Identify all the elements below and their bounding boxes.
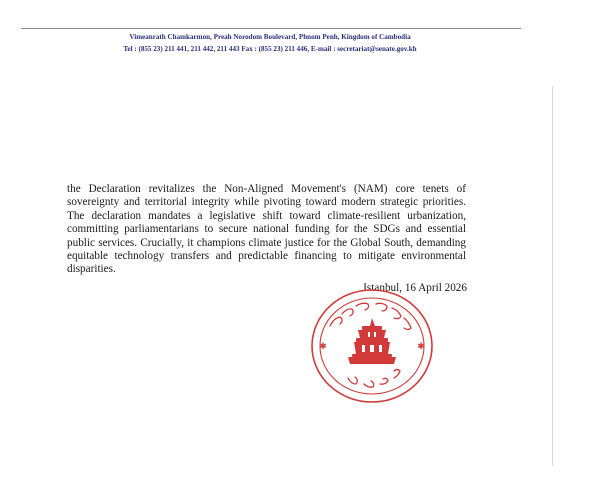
letterhead-address: Vimeanrath Chamkarmon, Preah Norodom Boulevard, Phnom Penh, Kingdom of Cambodia [129, 33, 411, 41]
svg-text:✱: ✱ [319, 342, 327, 352]
header-rule [21, 28, 521, 29]
svg-text:✱: ✱ [417, 342, 425, 352]
body-paragraph: the Declaration revitalizes the Non-Aligned Movement's (NAM) core tenets of sovereignty and territorial integrity while pivoting toward modern strategic priorities. The declaration mandates a legislative shift toward climate-resilient urbanization, committing parliamentarians to secure national funding for the SDGs and essential public services. Crucially, it champions climate justice for the Global South, demanding equitable technology transfers and predictable financing to mitigate environmental disparities. [67, 183, 466, 276]
letterhead-contact: Tel : (855 23) 211 441, 211 442, 211 443 Fax : (855 23) 211 446, E-mail : secretariat@senate.gov.kh [123, 45, 417, 53]
official-seal-stamp [308, 286, 436, 406]
place-date: Istanbul, 16 April 2026 [363, 282, 467, 294]
page-edge-line [552, 86, 553, 466]
